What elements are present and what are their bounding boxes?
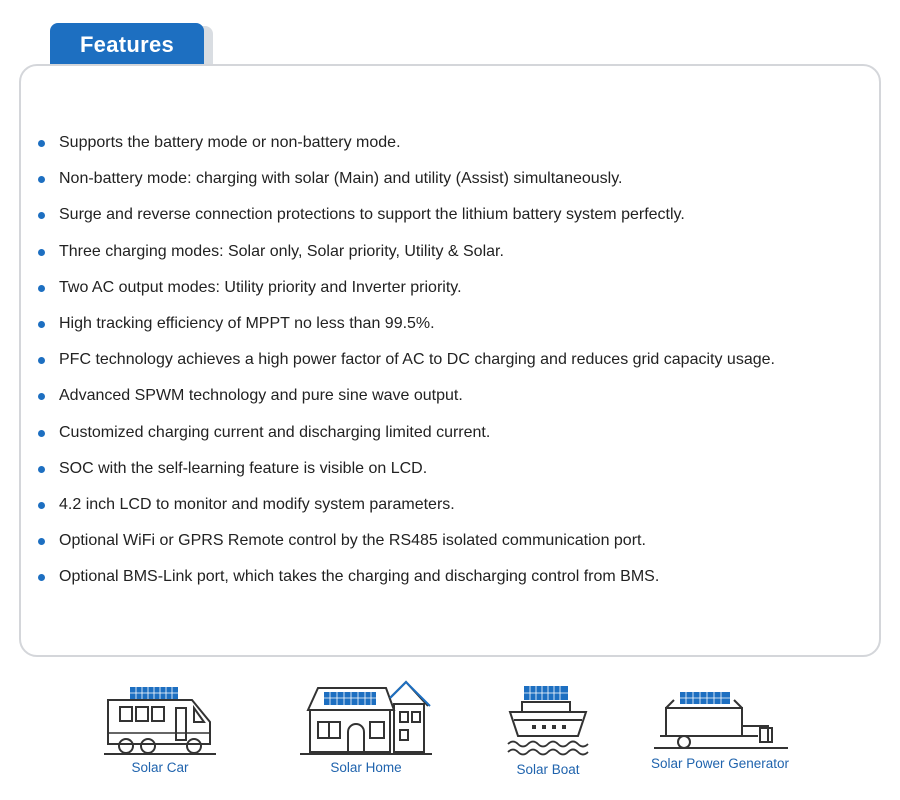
bullet-icon xyxy=(38,140,45,147)
feature-item xyxy=(36,523,775,559)
feature-text: Optional BMS-Link port, which takes the charging and discharging control from BMS. xyxy=(59,568,660,586)
bullet-icon xyxy=(38,574,45,581)
feature-text: Customized charging current and discharging limited current. xyxy=(59,423,491,441)
bullet-icon xyxy=(38,538,45,545)
app-label: Solar Boat xyxy=(516,762,580,777)
solar-generator-icon xyxy=(640,670,800,756)
bullet-icon xyxy=(38,249,45,256)
app-solar-generator xyxy=(640,670,800,771)
solar-car-icon xyxy=(98,670,222,760)
app-solar-car xyxy=(98,670,222,775)
feature-item xyxy=(36,234,775,270)
bullet-icon xyxy=(38,502,45,509)
bullet-icon xyxy=(38,466,45,473)
feature-item xyxy=(36,342,775,378)
feature-item xyxy=(36,451,775,487)
feature-text: Surge and reverse connection protections to support the lithium battery system perfectly. xyxy=(59,206,685,224)
bullet-icon xyxy=(38,212,45,219)
bullet-icon xyxy=(38,285,45,292)
applications-row xyxy=(0,670,900,800)
app-solar-boat xyxy=(500,670,596,777)
app-label: Solar Home xyxy=(330,760,402,775)
feature-text: PFC technology achieves a high power factor of AC to DC charging and reduces grid capacity usage. xyxy=(59,351,775,369)
feature-item xyxy=(36,378,775,414)
feature-item xyxy=(36,197,775,233)
feature-item xyxy=(36,125,775,161)
feature-text: High tracking efficiency of MPPT no less than 99.5%. xyxy=(59,314,435,332)
feature-item xyxy=(36,415,775,451)
feature-item xyxy=(36,306,775,342)
bullet-icon xyxy=(38,393,45,400)
feature-text: Optional WiFi or GPRS Remote control by the RS485 isolated communication port. xyxy=(59,532,646,550)
feature-text: 4.2 inch LCD to monitor and modify system parameters. xyxy=(59,495,455,513)
feature-list xyxy=(36,125,775,595)
feature-item xyxy=(36,161,775,197)
feature-text: SOC with the self-learning feature is visible on LCD. xyxy=(59,459,428,477)
bullet-icon xyxy=(38,430,45,437)
feature-text: Three charging modes: Solar only, Solar priority, Utility & Solar. xyxy=(59,242,504,260)
app-label: Solar Power Generator xyxy=(650,756,790,771)
feature-item xyxy=(36,270,775,306)
features-title: Features xyxy=(50,23,204,65)
bullet-icon xyxy=(38,357,45,364)
solar-home-icon xyxy=(294,670,438,760)
solar-boat-icon xyxy=(500,670,596,762)
feature-text: Supports the battery mode or non-battery mode. xyxy=(59,134,401,151)
app-solar-home xyxy=(294,670,438,775)
feature-text: Advanced SPWM technology and pure sine wave output. xyxy=(59,387,463,405)
feature-text: Two AC output modes: Utility priority and Inverter priority. xyxy=(59,278,462,296)
bullet-icon xyxy=(38,321,45,328)
bullet-icon xyxy=(38,176,45,183)
features-tab xyxy=(50,23,213,65)
feature-item xyxy=(36,487,775,523)
feature-text: Non-battery mode: charging with solar (Main) and utility (Assist) simultaneously. xyxy=(59,170,623,188)
feature-item xyxy=(36,559,775,595)
app-label: Solar Car xyxy=(131,760,189,775)
